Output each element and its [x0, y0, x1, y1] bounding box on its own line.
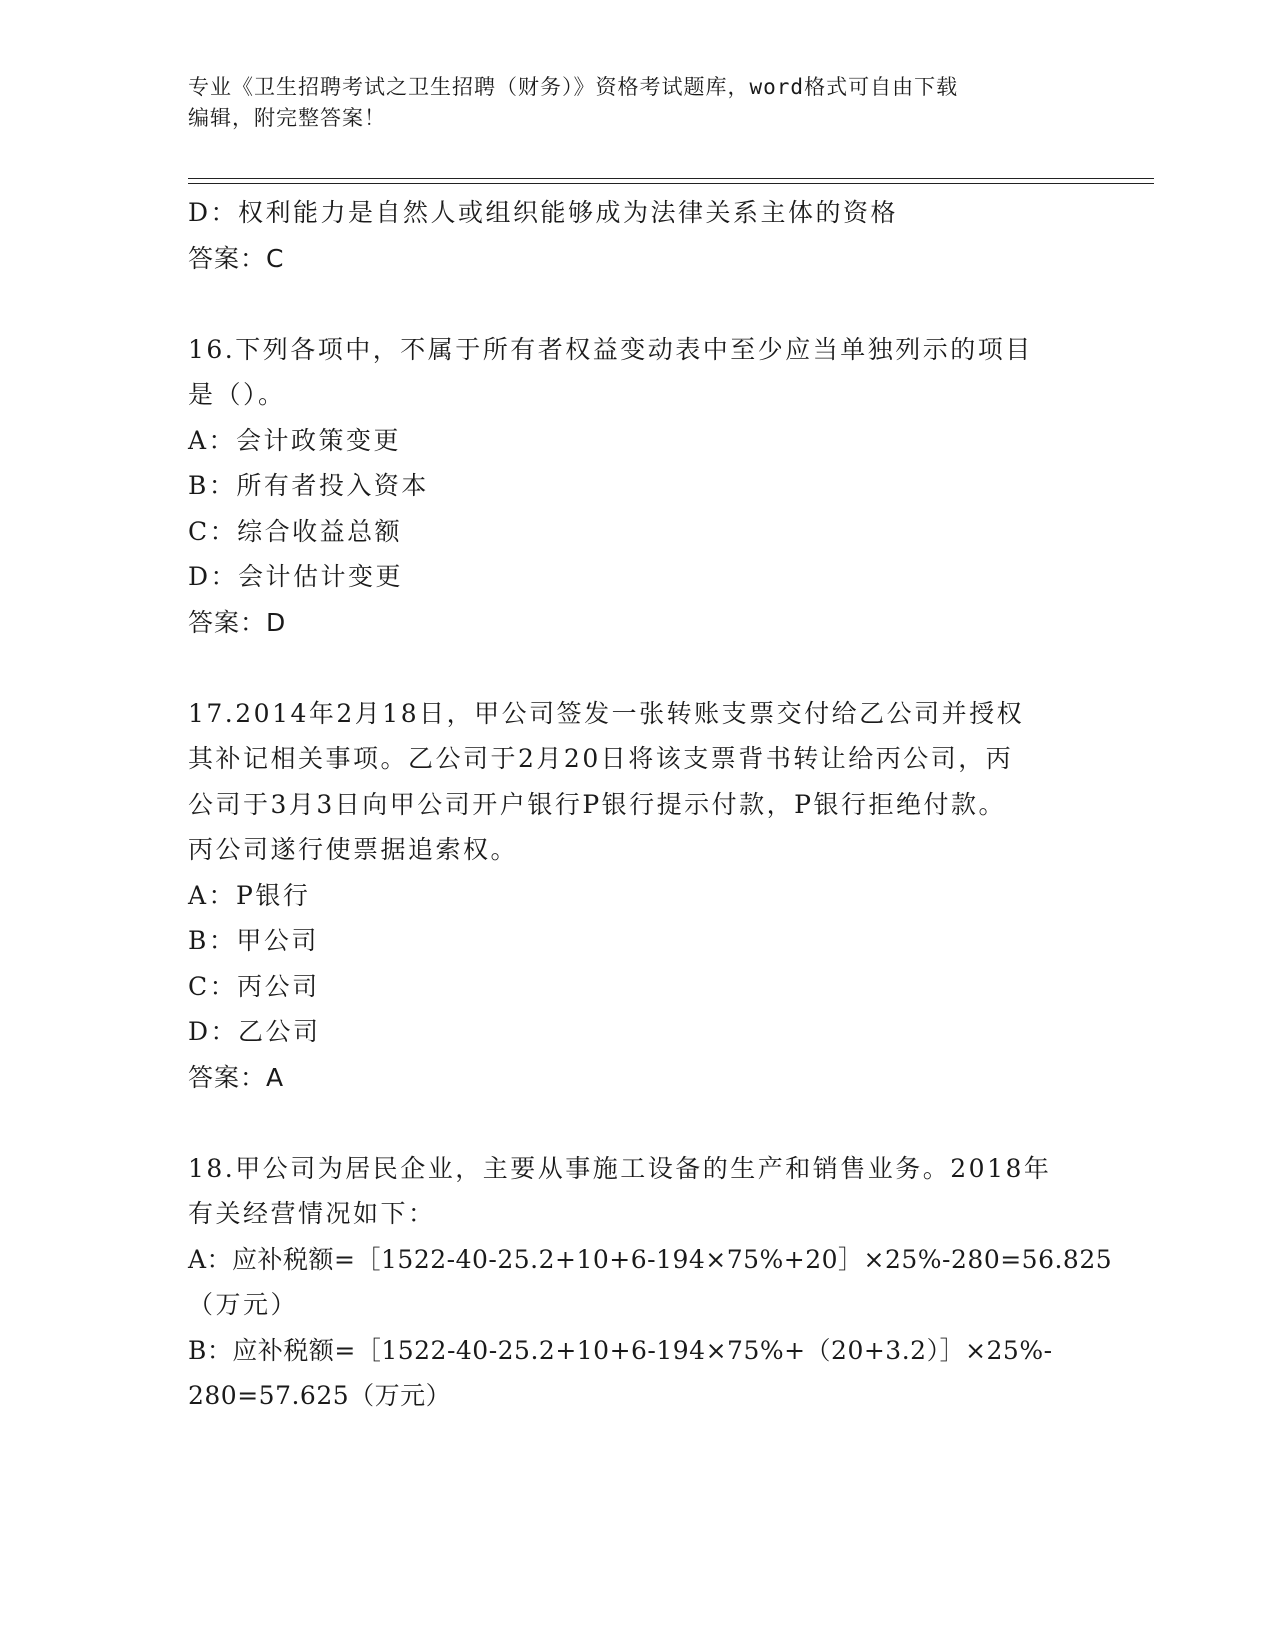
answer: 答案：D	[188, 607, 287, 637]
option-a: A：P银行	[188, 880, 311, 910]
option-d: D：会计估计变更	[188, 562, 404, 591]
spacer	[188, 1100, 1088, 1146]
question-18	[188, 1146, 1113, 1419]
option-c: C：丙公司	[188, 971, 320, 1001]
header-divider-top	[188, 178, 1154, 179]
option-b: B：应补税额=［1522-40-25.2+10+6-194×75%+（20+3.2）］×25%-	[188, 1335, 1053, 1365]
prev-question-answer: 答案：C	[188, 243, 285, 273]
document-body	[188, 190, 1113, 1419]
option-a: A：会计政策变更	[188, 425, 402, 455]
question-16	[188, 327, 1088, 646]
question-stem: 有关经营情况如下：	[188, 1199, 436, 1228]
question-stem: 其补记相关事项。乙公司于2月20日将该支票背书转让给丙公司，丙	[188, 744, 1014, 773]
option-a-continued: （万元）	[188, 1290, 299, 1319]
option-b: B：所有者投入资本	[188, 471, 429, 500]
question-stem: 18.甲公司为居民企业，主要从事施工设备的生产和销售业务。2018年	[188, 1153, 1052, 1183]
spacer	[188, 645, 1088, 691]
question-stem: 丙公司遂行使票据追索权。	[188, 835, 519, 864]
header-line-1: 专业《卫生招聘考试之卫生招聘（财务）》资格考试题库，word格式可自由下载	[188, 75, 959, 99]
question-stem: 16.下列各项中，不属于所有者权益变动表中至少应当单独列示的项目	[188, 334, 1033, 364]
option-c: C：综合收益总额	[188, 516, 403, 546]
question-17	[188, 691, 1088, 1101]
question-stem: 是（）。	[188, 380, 286, 409]
question-stem: 17.2014年2月18日，甲公司签发一张转账支票交付给乙公司并授权	[188, 698, 1025, 728]
header-divider-bottom	[188, 183, 1154, 184]
question-stem: 公司于3月3日向甲公司开户银行P银行提示付款，P银行拒绝付款。	[188, 789, 1006, 819]
option-b: B：甲公司	[188, 926, 319, 955]
header-line-2: 编辑，附完整答案！	[188, 106, 386, 130]
option-d: D：乙公司	[188, 1017, 321, 1046]
document-header	[188, 72, 1068, 134]
prev-question-option-d: D：权利能力是自然人或组织能够成为法律关系主体的资格	[188, 198, 899, 227]
option-b-continued: 280=57.625（万元）	[188, 1381, 452, 1410]
option-a: A：应补税额=［1522-40-25.2+10+6-194×75%+20］×25%-280=56.825	[188, 1244, 1113, 1274]
answer: 答案：A	[188, 1062, 285, 1092]
spacer	[188, 281, 1088, 327]
